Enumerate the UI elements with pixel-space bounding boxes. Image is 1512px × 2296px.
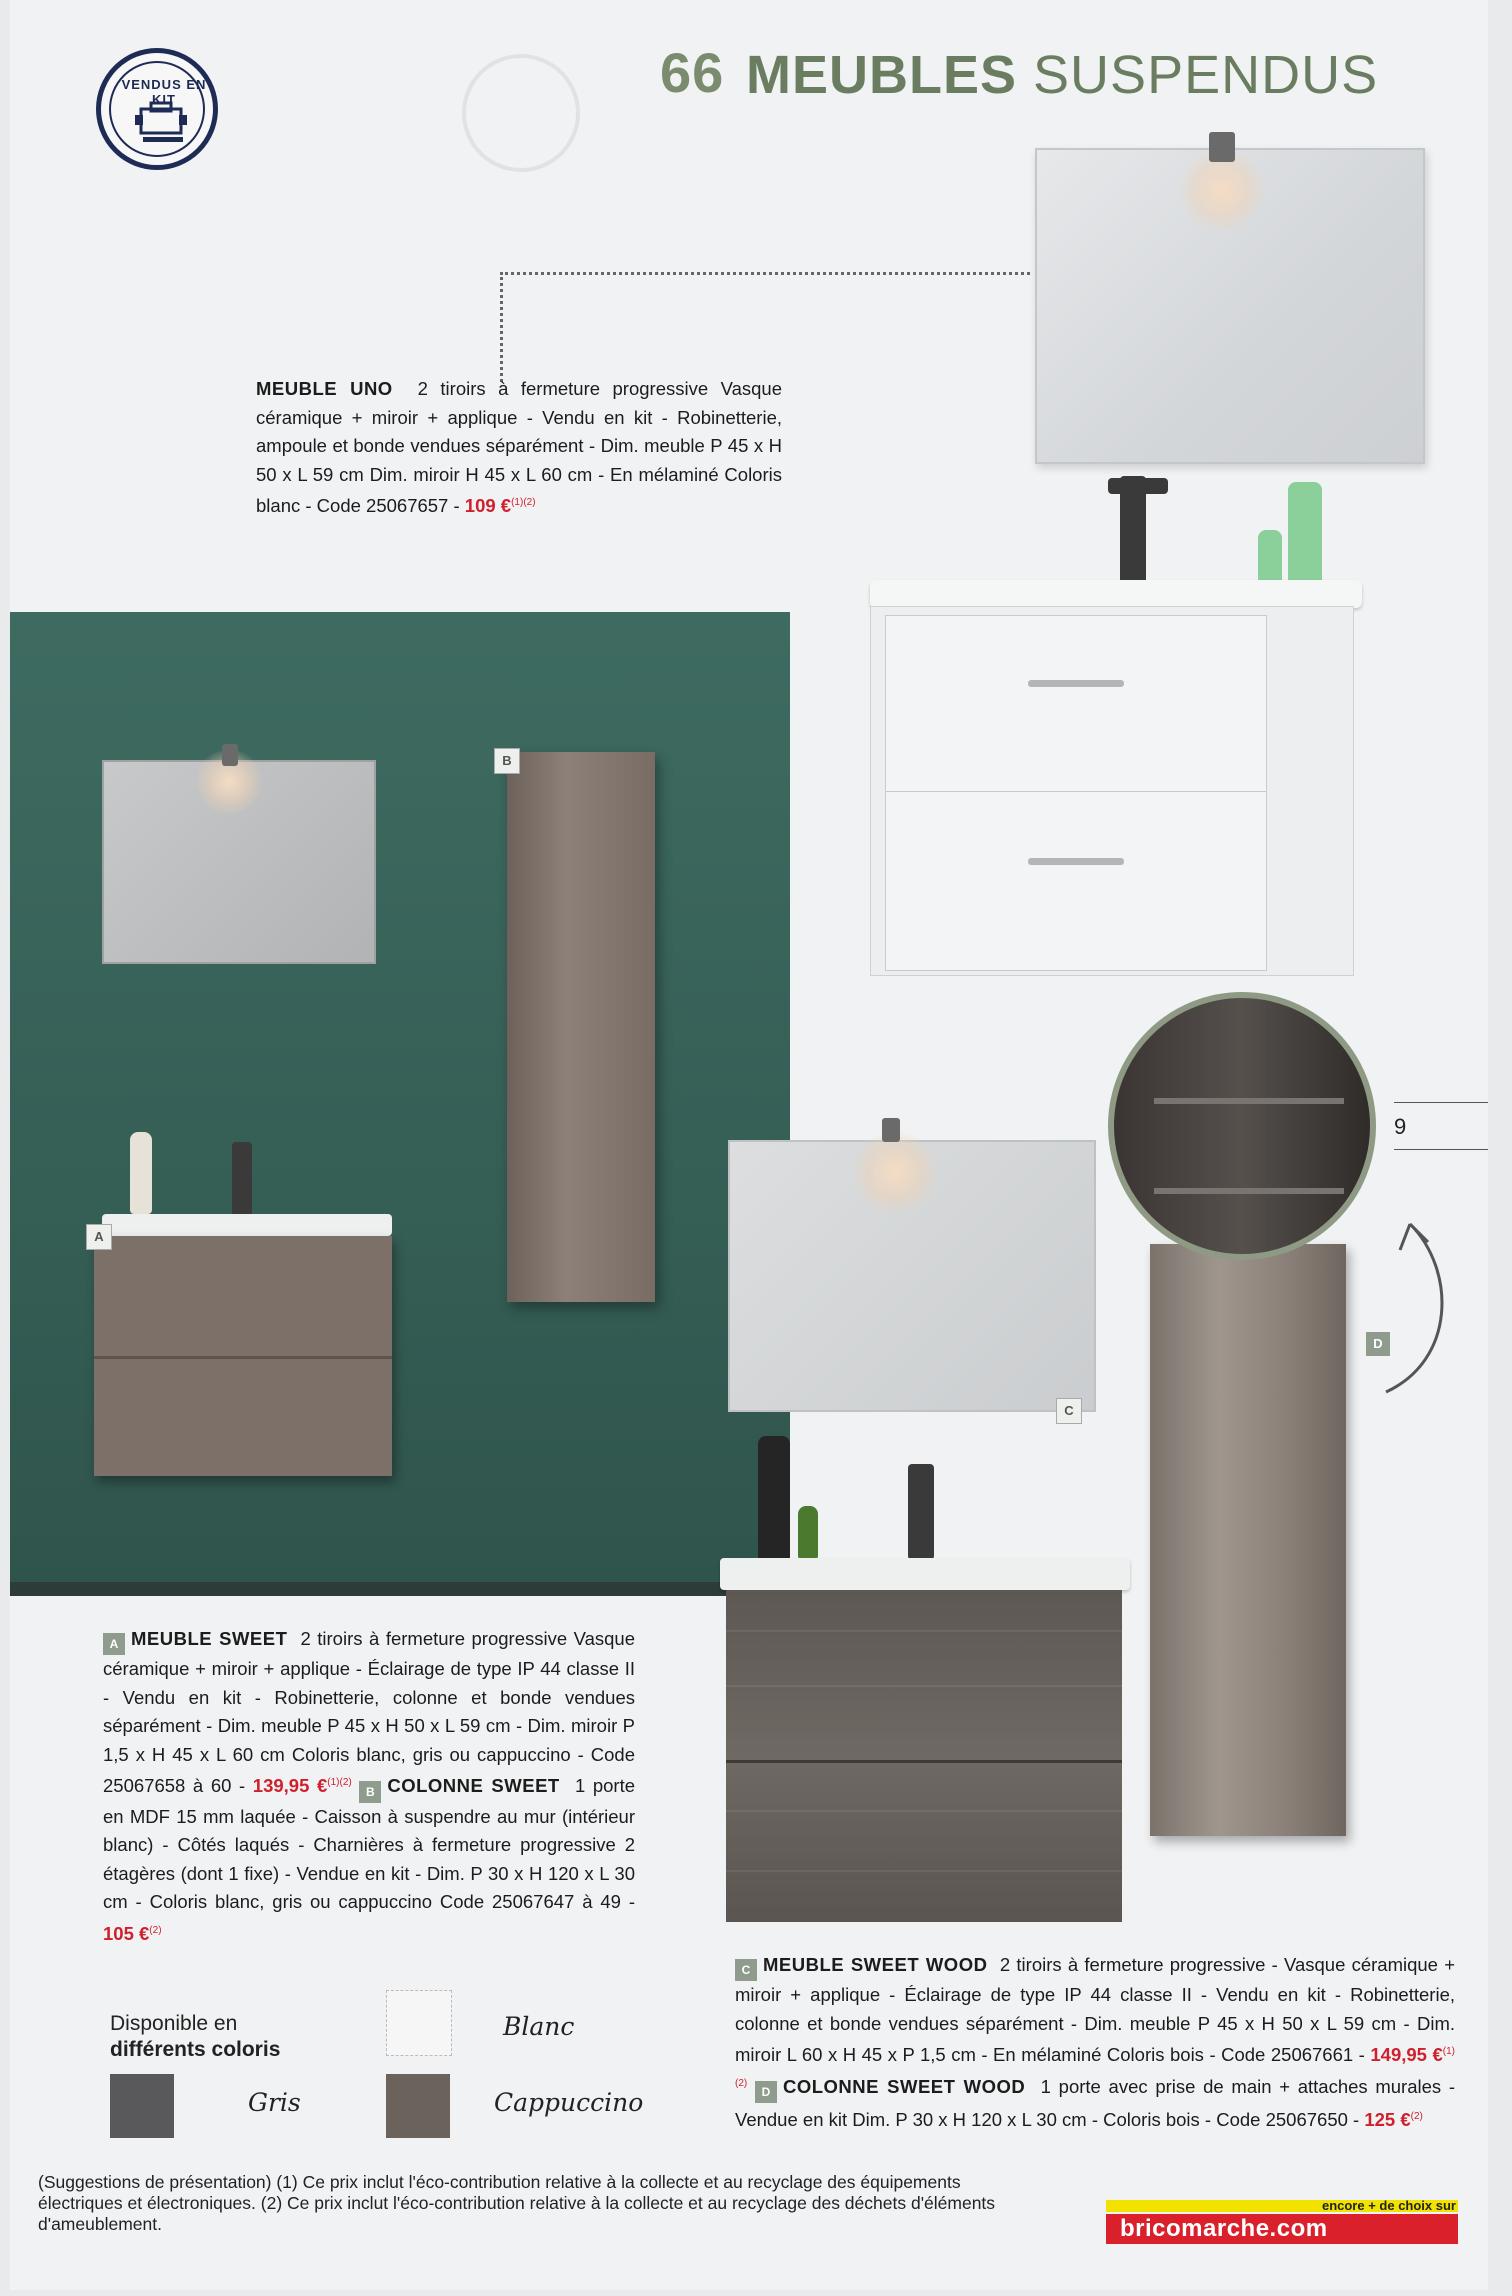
uno-cabinet-photo (870, 606, 1354, 976)
label-c: C (1056, 1398, 1082, 1424)
uno-drawer-bottom (885, 791, 1267, 971)
small-bottle-icon (798, 1506, 818, 1560)
leader-line-vertical (500, 272, 503, 382)
drawer-split (94, 1356, 392, 1359)
faucet-spout (1108, 478, 1168, 494)
badge-ring (109, 61, 205, 157)
meuble-sweet-wood-photo (726, 1590, 1122, 1922)
colonne-sweet-letter: B (359, 1781, 381, 1803)
colonne-sweet-wood-name: COLONNE SWEET WOOD (782, 2076, 1026, 2098)
colonne-sweet-wood-letter: D (755, 2081, 777, 2103)
uno-basin (870, 580, 1362, 608)
label-d: D (1366, 1332, 1390, 1356)
side-number-rule (1394, 1102, 1488, 1150)
uno-drawer-top (885, 615, 1267, 795)
page-title (746, 44, 1378, 106)
lamp-icon (1209, 132, 1235, 162)
lamp-glow (850, 1132, 940, 1212)
uno-price-note: (1)(2) (511, 497, 536, 509)
meuble-sweet-photo (94, 1236, 392, 1476)
shelf (1154, 1188, 1344, 1194)
colonne-sweet-name: COLONNE SWEET (387, 1775, 560, 1797)
vendus-en-kit-badge (96, 48, 218, 170)
colors-box (98, 1990, 648, 2117)
page-number: 66 (660, 41, 725, 104)
sweet-description (103, 1625, 635, 1949)
title-bold: MEUBLES (746, 45, 1018, 105)
bottle-icon (130, 1132, 152, 1214)
drawer-handle (1028, 858, 1124, 865)
scene-floor (10, 1582, 790, 1596)
uno-description (256, 375, 782, 521)
swatch-cappuccino-label: Cappuccino (494, 2088, 644, 2117)
colonne-sweet-wood-photo (1150, 1244, 1346, 1836)
title-light: SUSPENDUS (1033, 45, 1379, 105)
swatch-gris (110, 2074, 174, 2138)
uno-price: 109 € (464, 495, 512, 517)
colonne-sweet-photo (507, 752, 655, 1302)
sweet-wood-price-note: (1)(2) (735, 2046, 1455, 2089)
colors-box-line2: différents coloris (110, 2038, 281, 2061)
swatch-blanc (386, 1990, 452, 2056)
colonne-interior-zoom-photo (1108, 992, 1376, 1260)
drawer-handle (1028, 680, 1124, 687)
colonne-sweet-price-note: (2) (149, 1924, 162, 1936)
sweet-price: 139,95 € (252, 1775, 328, 1797)
brand-tagline: encore + de choix sur (1321, 2198, 1456, 2213)
colors-box-line1: Disponible en (110, 2012, 238, 2035)
wood-grain (726, 1685, 1122, 1687)
colonne-sweet-price: 105 € (103, 1923, 150, 1945)
sweet-wood-letter: C (735, 1959, 757, 1981)
uno-text: 2 tiroirs à fermeture progressive Vasque céramique + miroir + applique - Vendu en kit - Robinetterie, ampoule et bonde vendues séparément - Dim. meuble P 45 x H 50 x L 59 cm Dim. miroir H 45 x L 60 cm - En mélaminé Coloris blanc - Code 25067657 - (256, 378, 782, 517)
side-number: 9 (1394, 1114, 1407, 1139)
brand-site-link[interactable]: bricomarche.com (1106, 2214, 1458, 2244)
drawer-split (726, 1760, 1122, 1763)
colonne-sweet-wood-price-note: (2) (1410, 2111, 1423, 2123)
sweet-wood-text: 2 tiroirs à fermeture progressive - Vasque céramique + miroir + applique - Éclairage de type IP 44 classe II - Vendu en kit - Robinetterie, colonne et bonde vendues séparément - Dim. meuble P 45 x H 50 x L 59 cm - Dim. miroir L 60 x H 45 x P 1,5 cm - En mélaminé Coloris bois - Code 25067661 - (735, 1954, 1456, 2066)
toolbox-icon (133, 99, 195, 147)
colonne-sweet-wood-price: 125 € (1364, 2109, 1411, 2131)
curved-arrow-icon (1376, 1210, 1472, 1410)
leader-line-horizontal (500, 272, 1030, 275)
catalog-page (10, 0, 1488, 2290)
label-b: B (494, 748, 520, 774)
colonne-sweet-text: 1 porte en MDF 15 mm laquée - Caisson à suspendre au mur (intérieur blanc) - Côtés laqués - Charnières à fermeture progressive 2 étagères (dont 1 fixe) - Vendue en kit - Dim. P 30 x H 120 x L 30 cm - Coloris blanc, gris ou cappuccino Code 25067647 à 49 - (103, 1775, 636, 1913)
sweet-wood-name: MEUBLE SWEET WOOD (763, 1954, 988, 1975)
lamp-glow (1177, 150, 1267, 230)
swatch-blanc-label: Blanc (503, 2012, 575, 2041)
sweet-name: MEUBLE SWEET (131, 1628, 288, 1649)
label-a: A (86, 1224, 112, 1250)
wood-grain (726, 1810, 1122, 1812)
ghost-badge (462, 54, 580, 172)
faucet-icon (908, 1464, 934, 1560)
faucet-icon (232, 1142, 252, 1216)
uno-name: MEUBLE UNO (256, 378, 393, 399)
bottle-icon (758, 1436, 790, 1560)
sweet-wood-price: 149,95 € (1370, 2044, 1443, 2066)
wood-grain (726, 1870, 1122, 1872)
uno-mirror-photo (1035, 148, 1425, 464)
sweet-price-note: (1)(2) (327, 1777, 352, 1789)
sweet-wood-description (735, 1951, 1455, 2135)
footer-legal-note: (Suggestions de présentation) (1) Ce prix inclut l'éco-contribution relative à la collecte et au recyclage des équipements électriques et électroniques. (2) Ce prix inclut l'éco-contribution relative à la collecte et au recyclage des déchets d'éléments d'ameublement. (38, 2172, 996, 2234)
colonne-sweet-wood-text: 1 porte avec prise de main + attaches murales - Vendue en kit Dim. P 30 x H 120 x L 30 cm - Coloris bois - Code 25067650 - (735, 2076, 1456, 2131)
wood-grain (726, 1630, 1122, 1632)
sweet-text: 2 tiroirs à fermeture progressive Vasque céramique + miroir + applique - Éclairage de type IP 44 classe II - Vendu en kit - Robinetterie, colonne et bonde vendues séparément - Dim. meuble P 45 x H 50 x L 59 cm - Dim. miroir P 1,5 x H 45 x L 60 cm Coloris blanc, gris ou cappuccino - Code 25067658 à 60 - (103, 1628, 636, 1797)
swatch-cappuccino (386, 2074, 450, 2138)
sweet-wood-basin (720, 1558, 1130, 1590)
badge-text: VENDUS EN KIT (121, 77, 207, 107)
shelf (1154, 1098, 1344, 1104)
sweet-mirror-photo (102, 760, 376, 964)
lamp-icon (882, 1118, 900, 1142)
swatch-gris-label: Gris (248, 2088, 301, 2117)
sweet-wood-mirror-photo (728, 1140, 1096, 1412)
lamp-icon (222, 744, 238, 766)
sweet-basin (102, 1214, 392, 1236)
bottle-icon (1288, 482, 1322, 592)
sweet-letter: A (103, 1633, 125, 1655)
